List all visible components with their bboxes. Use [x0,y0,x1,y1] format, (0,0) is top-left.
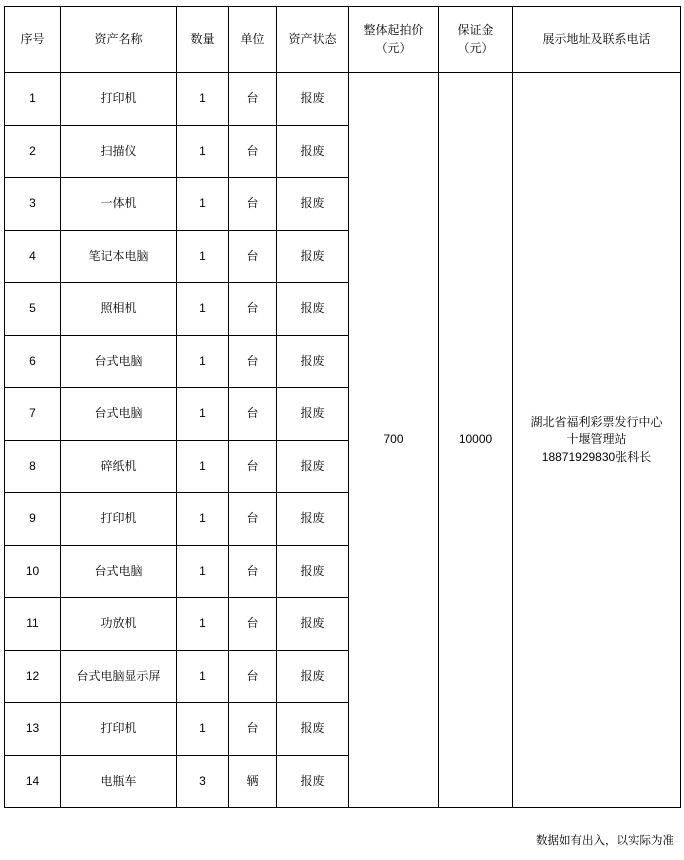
cell-asset-name: 照相机 [61,283,177,336]
cell-asset-state: 报废 [277,178,349,231]
cell-asset-name: 台式电脑 [61,388,177,441]
header-quantity: 数量 [177,7,229,73]
cell-quantity: 1 [177,598,229,651]
cell-quantity: 1 [177,73,229,126]
cell-asset-name: 台式电脑 [61,335,177,388]
cell-asset-state: 报废 [277,650,349,703]
cell-index: 7 [5,388,61,441]
cell-asset-state: 报废 [277,755,349,808]
cell-index: 3 [5,178,61,231]
cell-asset-state: 报废 [277,598,349,651]
contact-line-station: 十堰管理站 [566,432,627,447]
cell-index: 11 [5,598,61,651]
header-start-price: 整体起拍价 （元） [349,7,439,73]
cell-asset-state: 报废 [277,73,349,126]
cell-asset-state: 报废 [277,230,349,283]
cell-contact [513,73,681,808]
cell-quantity: 3 [177,755,229,808]
cell-unit: 台 [229,73,277,126]
cell-quantity: 1 [177,545,229,598]
cell-start-price: 700 [349,73,439,808]
cell-asset-name: 电瓶车 [61,755,177,808]
cell-unit: 台 [229,493,277,546]
cell-quantity: 1 [177,440,229,493]
cell-unit: 台 [229,545,277,598]
contact-line-organization: 湖北省福利彩票发行中心 [530,414,663,429]
table-header-row [5,7,681,73]
cell-unit: 辆 [229,755,277,808]
cell-asset-state: 报废 [277,440,349,493]
table-body [5,73,681,808]
cell-asset-name: 打印机 [61,493,177,546]
cell-asset-name: 碎纸机 [61,440,177,493]
cell-asset-name: 台式电脑显示屏 [61,650,177,703]
cell-index: 9 [5,493,61,546]
cell-index: 6 [5,335,61,388]
cell-index: 5 [5,283,61,336]
header-asset-state: 资产状态 [277,7,349,73]
cell-asset-name: 打印机 [61,73,177,126]
cell-index: 2 [5,125,61,178]
header-contact: 展示地址及联系电话 [513,7,681,73]
cell-quantity: 1 [177,230,229,283]
cell-index: 4 [5,230,61,283]
asset-list-table [4,6,681,808]
cell-quantity: 1 [177,388,229,441]
cell-quantity: 1 [177,703,229,756]
cell-asset-name: 扫描仪 [61,125,177,178]
cell-unit: 台 [229,178,277,231]
cell-unit: 台 [229,335,277,388]
cell-quantity: 1 [177,125,229,178]
cell-unit: 台 [229,230,277,283]
cell-index: 13 [5,703,61,756]
cell-index: 14 [5,755,61,808]
cell-quantity: 1 [177,493,229,546]
footer-note: 数据如有出入，以实际为准 [536,835,674,847]
cell-unit: 台 [229,125,277,178]
cell-unit: 台 [229,388,277,441]
cell-index: 12 [5,650,61,703]
cell-asset-state: 报废 [277,493,349,546]
cell-asset-state: 报废 [277,545,349,598]
cell-unit: 台 [229,703,277,756]
table-header [5,7,681,73]
cell-unit: 台 [229,283,277,336]
cell-asset-name: 功放机 [61,598,177,651]
cell-quantity: 1 [177,283,229,336]
cell-unit: 台 [229,598,277,651]
header-asset-name: 资产名称 [61,7,177,73]
cell-index: 1 [5,73,61,126]
cell-asset-state: 报废 [277,283,349,336]
contact-line-phone: 18871929830张科长 [541,449,652,464]
cell-unit: 台 [229,650,277,703]
cell-unit: 台 [229,440,277,493]
header-deposit: 保证金 （元） [439,7,513,73]
cell-asset-state: 报废 [277,703,349,756]
cell-asset-state: 报废 [277,335,349,388]
cell-deposit: 10000 [439,73,513,808]
cell-index: 8 [5,440,61,493]
cell-quantity: 1 [177,650,229,703]
table-row [5,73,681,126]
cell-asset-state: 报废 [277,388,349,441]
header-unit: 单位 [229,7,277,73]
cell-asset-name: 笔记本电脑 [61,230,177,283]
header-index: 序号 [5,7,61,73]
cell-quantity: 1 [177,335,229,388]
cell-index: 10 [5,545,61,598]
cell-asset-name: 台式电脑 [61,545,177,598]
cell-asset-name: 一体机 [61,178,177,231]
cell-quantity: 1 [177,178,229,231]
cell-asset-state: 报废 [277,125,349,178]
cell-asset-name: 打印机 [61,703,177,756]
